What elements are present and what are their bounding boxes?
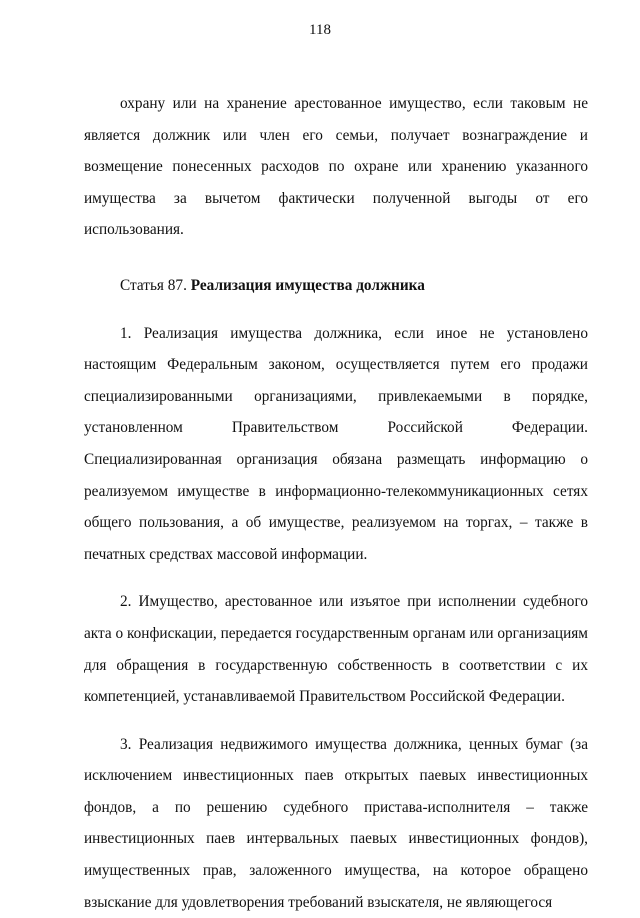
document-body xyxy=(84,88,588,918)
article-title: Реализация имущества должника xyxy=(190,276,425,294)
article-point-1: 1. Реализация имущества должника, если иное не установлено настоящим Федеральным законом, осуществляется путем его продажи специализированными организациями, привлекаемыми в порядке, установленном Правительством Российской Федерации. Специализированная организация обязана размещать информацию о реализуемом имуществе в информационно-телекоммуникационных сетях общего пользования, а об имуществе, реализуемом на торгах, – также в печатных средствах массовой информации. xyxy=(84,324,588,563)
page-number: 118 xyxy=(309,22,331,38)
article-heading xyxy=(84,270,588,302)
article-point-2: 2. Имущество, арестованное или изъятое при исполнении судебного акта о конфискации, передается государственным органам или организациям для обращения в государственную собственность в соответствии с их компетенцией, устанавливаемой Правительством Российской Федерации. xyxy=(84,593,588,706)
paragraph-continuation: охрану или на хранение арестованное имущество, если таковым не является должник или член его семьи, получает вознаграждение и возмещение понесенных расходов по охране или хранению указанного имущества за вычетом фактически полученной выгоды от его использования. xyxy=(84,95,588,239)
article-point-3: 3. Реализация недвижимого имущества должника, ценных бумаг (за исключением инвестиционных паев открытых паевых инвестиционных фондов, а по решению судебного пристава-исполнителя – также инвестиционных паев интервальных паевых инвестиционных фондов), имущественных прав, заложенного имущества, на которое обращено взыскание для удовлетворения требований взыскателя, не являющегося xyxy=(84,735,588,911)
article-number: Статья 87. xyxy=(120,276,187,294)
